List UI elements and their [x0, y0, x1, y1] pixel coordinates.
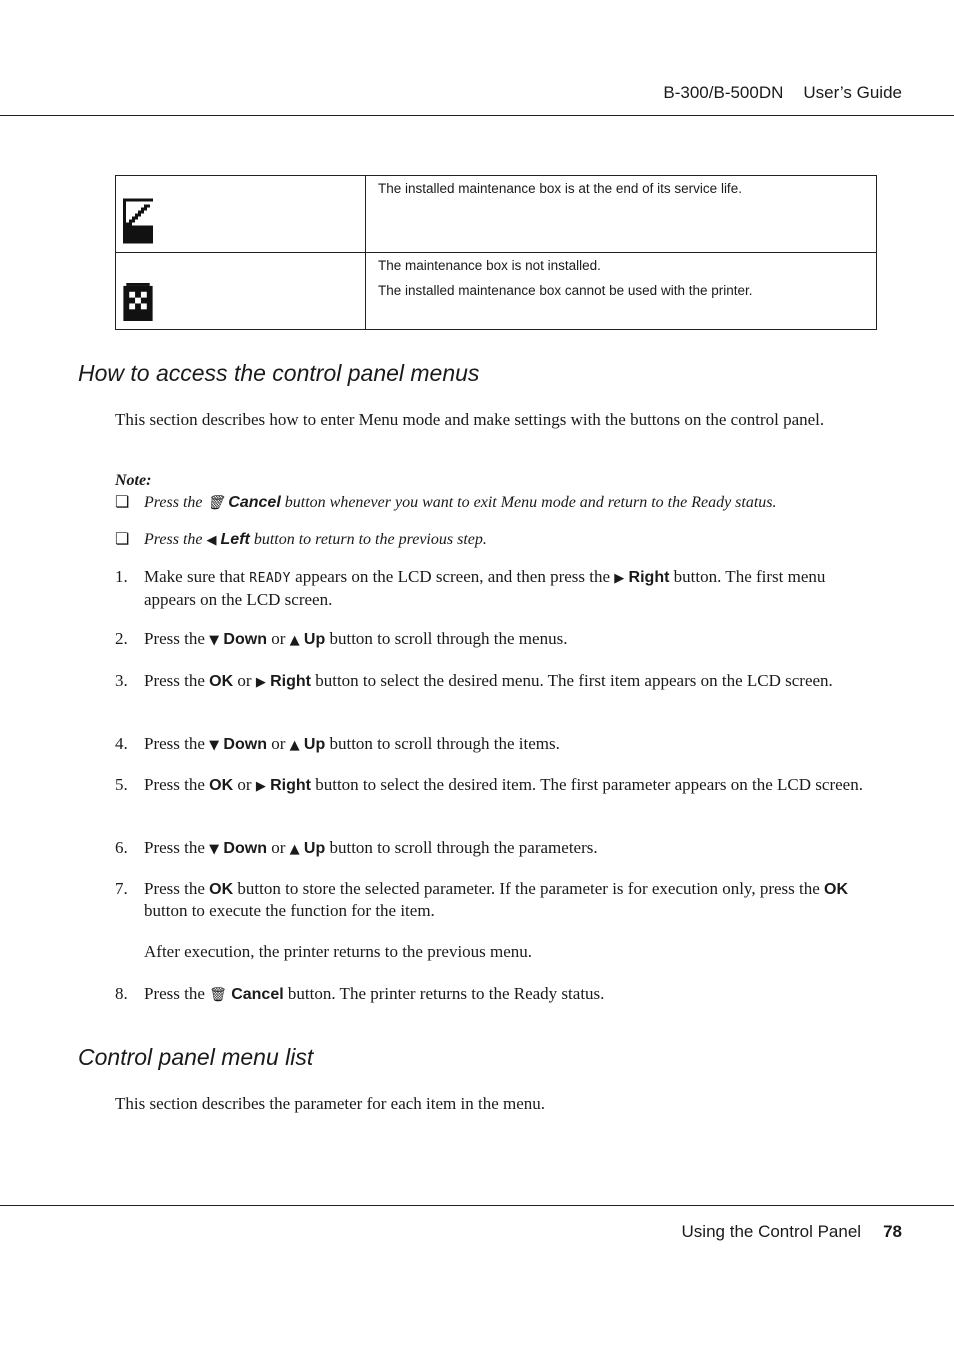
status-description: The installed maintenance box cannot be used with the printer.	[378, 283, 753, 298]
step-8: 8. Press the 🗑 Cancel button. The printer returns to the Ready status.	[115, 984, 605, 1003]
right-button-label: Right	[270, 673, 311, 690]
ok-button-label: OK	[209, 881, 234, 898]
right-button-label: Right	[628, 569, 670, 586]
down-arrow-icon: ▼	[209, 842, 220, 857]
icon-cell	[116, 176, 366, 253]
checkbox-bullet-icon: ❏	[115, 494, 130, 511]
down-arrow-icon: ▼	[209, 633, 220, 648]
up-arrow-icon: ▲	[289, 633, 300, 648]
description-cell	[366, 176, 877, 253]
ok-button-label: OK	[824, 881, 849, 898]
step-7: 7. Press the OK button to store the selected parameter. If the parameter is for execution only, press the OK button to execute the function for the item.	[115, 879, 849, 920]
maintenance-status-table	[115, 175, 877, 330]
trash-icon: 🗑	[209, 987, 227, 1003]
icon-cell	[116, 253, 366, 330]
right-arrow-icon: ▶	[614, 571, 625, 586]
right-button-label: Right	[270, 777, 311, 794]
header-rule	[0, 115, 954, 116]
ok-button-label: OK	[209, 673, 234, 690]
cancel-button-label: Cancel	[228, 494, 281, 511]
down-button-label: Down	[223, 840, 267, 857]
status-description: The maintenance box is not installed.	[378, 258, 601, 273]
right-arrow-icon: ▶	[255, 779, 266, 794]
step-5: 5. Press the OK or ▶ Right button to select the desired item. The first parameter appears on the LCD screen.	[115, 775, 863, 794]
table-row	[116, 253, 877, 330]
maintenance-box-error-icon	[123, 283, 153, 321]
page-number: 78	[883, 1222, 902, 1241]
header-guide: User’s Guide	[803, 83, 902, 102]
note-item: ❏ Press the ◀ Left button to return to the previous step.	[115, 531, 487, 548]
note-item: ❏ Press the 🗑 Cancel button whenever you want to exit Menu mode and return to the Ready status.	[115, 494, 777, 511]
up-arrow-icon: ▲	[289, 738, 300, 753]
left-arrow-icon: ◀	[206, 533, 217, 548]
down-button-label: Down	[223, 631, 267, 648]
up-button-label: Up	[303, 736, 326, 753]
status-description: The installed maintenance box is at the end of its service life.	[378, 181, 742, 196]
step-1: 1. Make sure that READY appears on the LCD screen, and then press the ▶ Right button. The first menu appears on the LCD screen.	[115, 567, 826, 609]
footer-chapter: Using the Control Panel	[681, 1222, 862, 1241]
page-header	[663, 83, 902, 103]
header-model: B-300/B-500DN	[663, 83, 784, 102]
step-6: 6. Press the ▼ Down or ▲ Up button to scroll through the parameters.	[115, 838, 598, 857]
section2-intro: This section describes the parameter for each item in the menu.	[115, 1094, 546, 1113]
left-button-label: Left	[220, 531, 250, 548]
step-2: 2. Press the ▼ Down or ▲ Up button to scroll through the menus.	[115, 629, 568, 648]
section-heading-menu-list: Control panel menu list	[78, 1044, 314, 1070]
description-cell	[366, 253, 877, 330]
step-3: 3. Press the OK or ▶ Right button to select the desired menu. The first item appears on the LCD screen.	[115, 671, 833, 690]
step-7-after: After execution, the printer returns to the previous menu.	[144, 942, 533, 961]
section-heading-access-menus: How to access the control panel menus	[78, 360, 480, 386]
down-button-label: Down	[223, 736, 267, 753]
cancel-button-label: Cancel	[231, 986, 284, 1003]
up-button-label: Up	[303, 840, 326, 857]
step-4: 4. Press the ▼ Down or ▲ Up button to scroll through the items.	[115, 734, 560, 753]
page-footer	[682, 1222, 902, 1242]
right-arrow-icon: ▶	[255, 675, 266, 690]
note-label: Note:	[115, 472, 152, 489]
trash-icon: 🗑	[206, 495, 225, 511]
checkbox-bullet-icon: ❏	[115, 531, 130, 548]
lcd-ready-text: READY	[249, 571, 291, 586]
ok-button-label: OK	[209, 777, 234, 794]
table-row	[116, 176, 877, 253]
footer-rule	[0, 1205, 954, 1206]
down-arrow-icon: ▼	[209, 738, 220, 753]
maintenance-box-full-icon	[123, 198, 153, 244]
up-arrow-icon: ▲	[289, 842, 300, 857]
up-button-label: Up	[303, 631, 326, 648]
section1-intro: This section describes how to enter Menu mode and make settings with the buttons on the control panel.	[115, 410, 825, 429]
